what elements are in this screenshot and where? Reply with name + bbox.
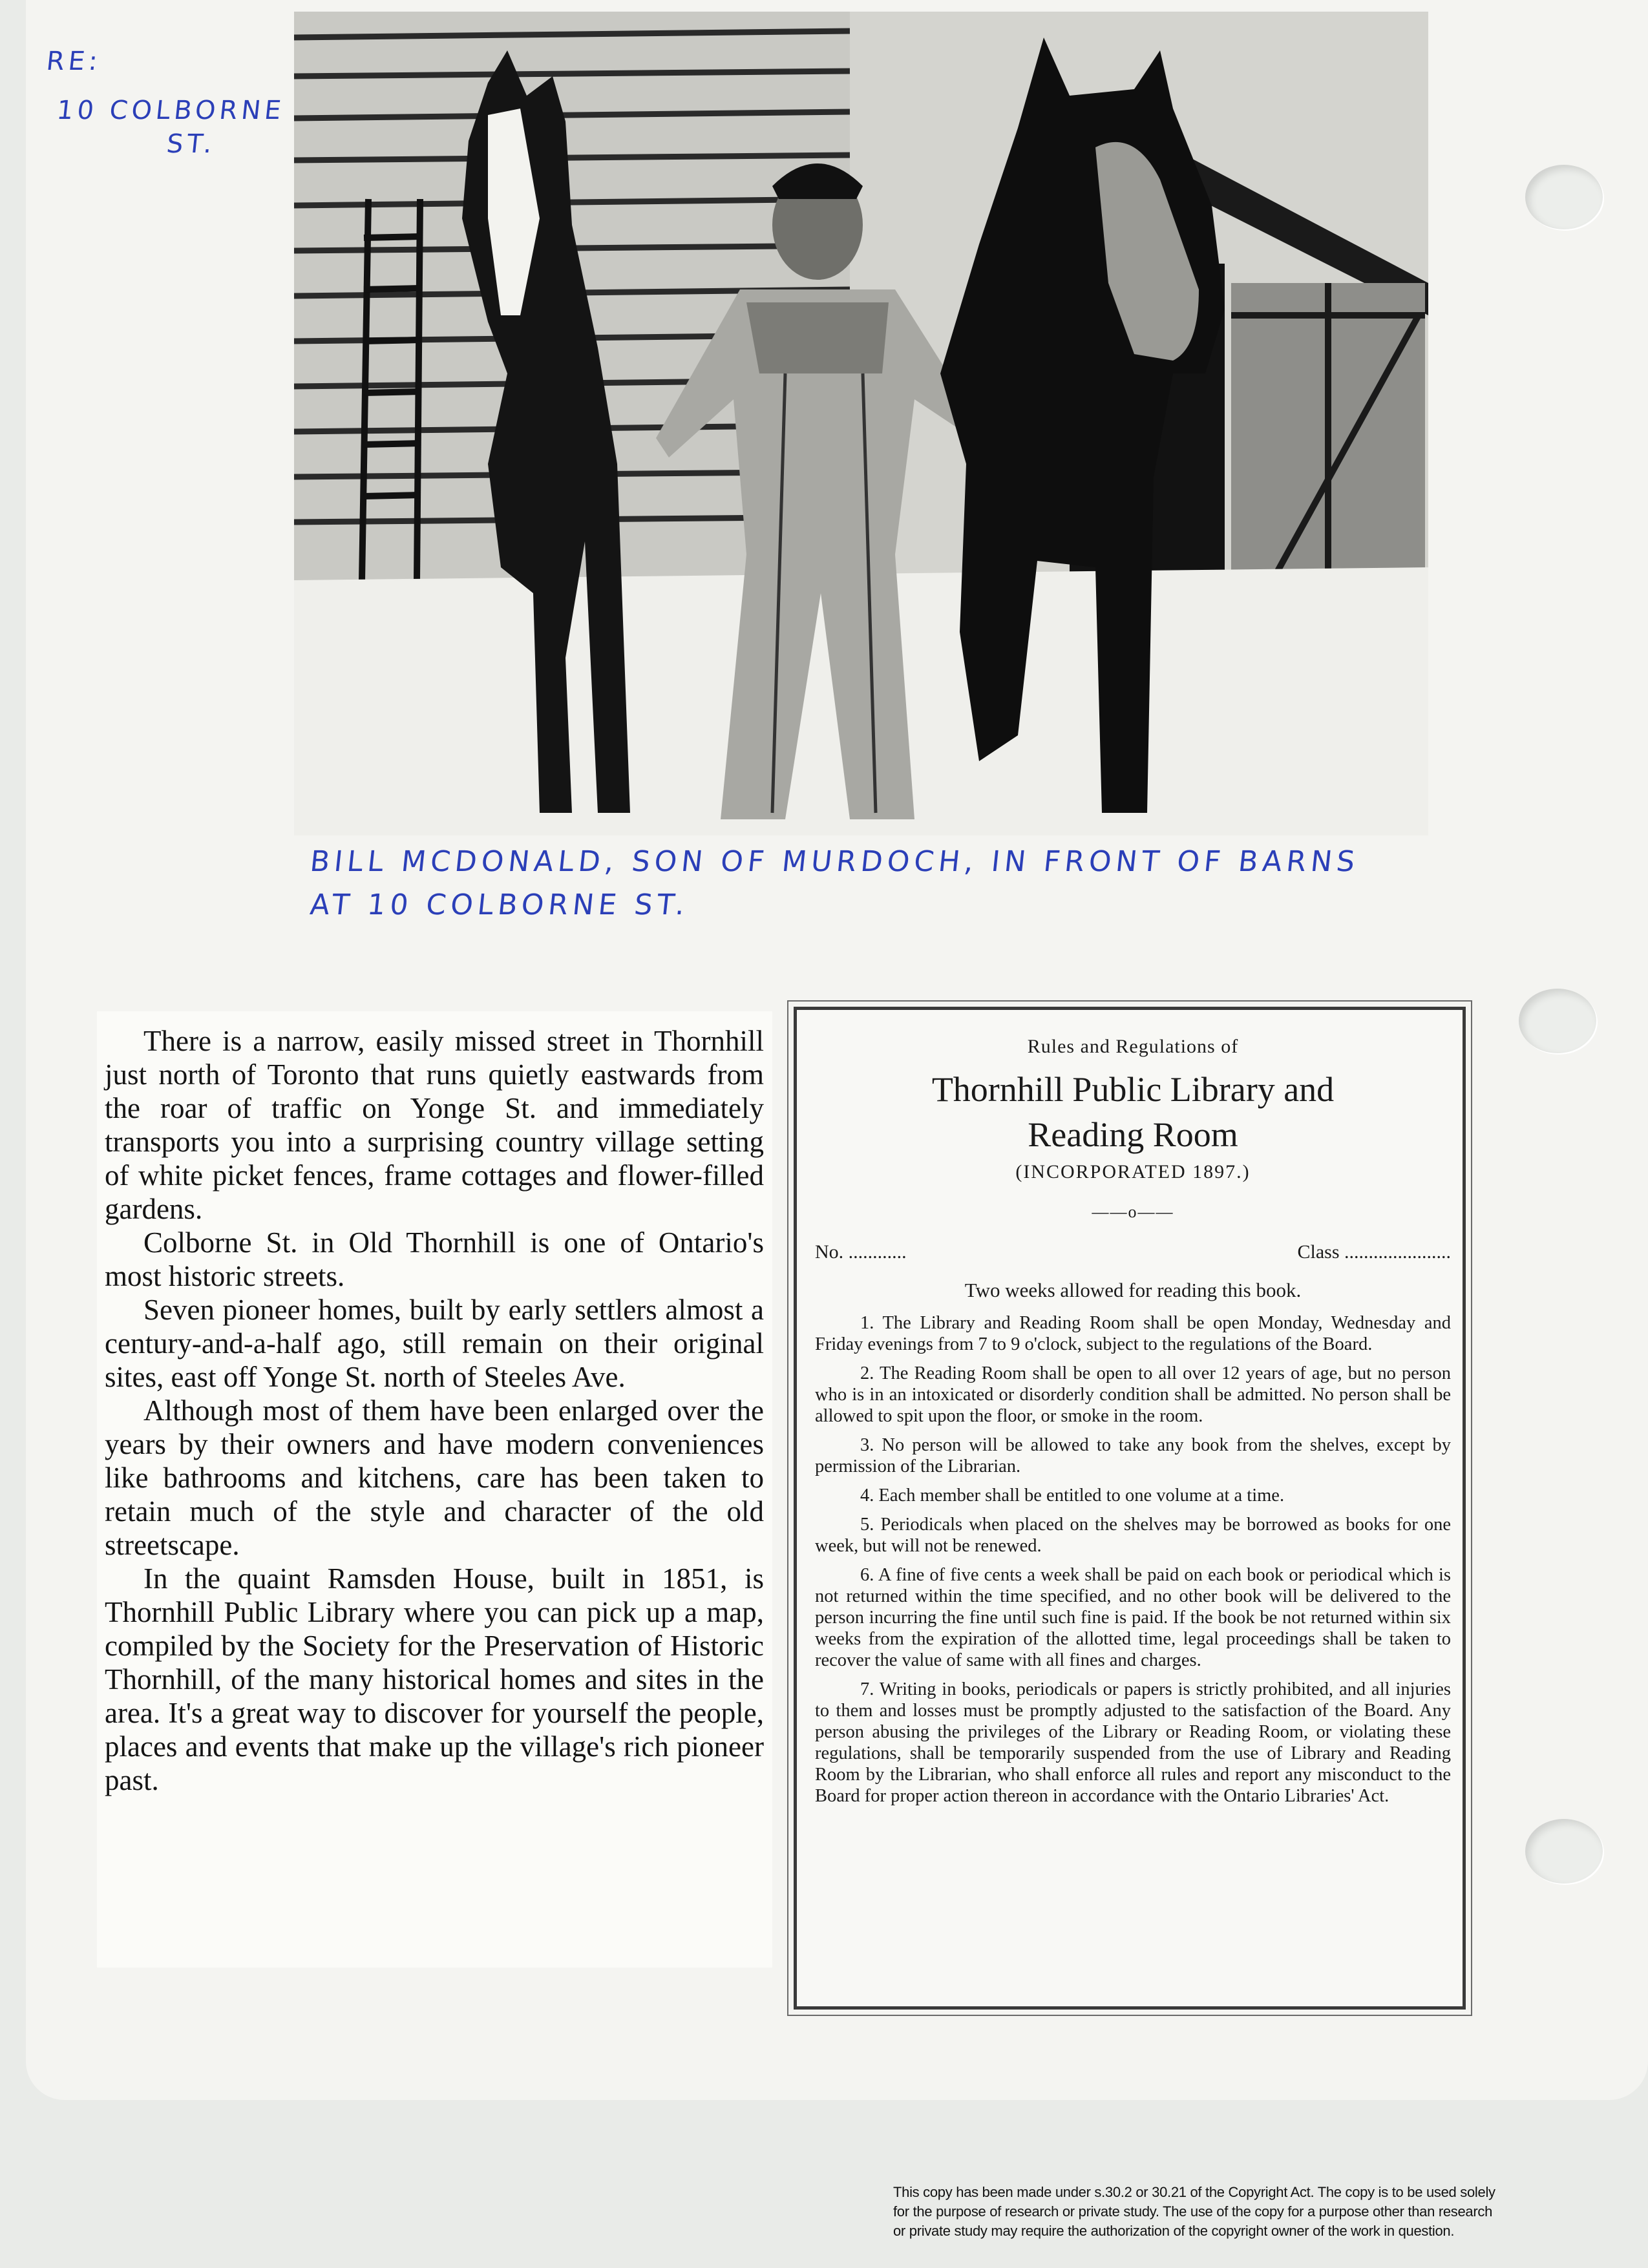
clipping-paragraph: There is a narrow, easily missed street in Thornhill just north of Toronto that runs quietly eastwards from the roar of traffic on Yonge St. and immediately transports you into a surprising country village setting of white picket fences, frame cottages and flower-filled gardens. bbox=[105, 1025, 764, 1225]
handwritten-note-address: 10 COLBORNE bbox=[55, 96, 286, 125]
clipping-paragraph: Seven pioneer homes, built by early settlers almost a century-and-a-half ago, still remain on their original sites, east off Yonge St. north of Steeles Ave. bbox=[105, 1294, 764, 1393]
historic-photograph bbox=[294, 12, 1428, 835]
clipping-paragraph: Although most of them have been enlarged over the years by their owners and have modern conveniences like bathrooms and kitchens, care has been taken to retain much of the style and character of the old streetscape. bbox=[105, 1394, 764, 1561]
handwritten-note-street: ST. bbox=[165, 129, 218, 159]
card-rule: 2. The Reading Room shall be open to all over 12 years of age, but no person who is in an intoxicated or disorderly condition shall be admitted. No person shall be allowed to spit upon the floor, or smoke in the room. bbox=[815, 1363, 1451, 1426]
card-title-line1: Thornhill Public Library and bbox=[931, 1070, 1335, 1109]
card-loan-period: Two weeks allowed for reading this book. bbox=[964, 1279, 1302, 1301]
card-rule: 3. No person will be allowed to take any book from the shelves, except by permission of the Librarian. bbox=[815, 1435, 1451, 1476]
photo-caption-line2: AT 10 COLBORNE ST. bbox=[308, 888, 691, 921]
clipping-paragraph: In the quaint Ramsden House, built in 1851, is Thornhill Public Library where you can pick up a map, compiled by the Society for the Preservation of Historic Thornhill, of the many historical homes and sites in the area. It's a great way to discover for yourself the people, places and events that make up the village's rich pioneer past. bbox=[105, 1562, 764, 1796]
copyright-notice bbox=[893, 2183, 1630, 2241]
clipping-paragraph: Colborne St. in Old Thornhill is one of Ontario's most historic streets. bbox=[105, 1226, 764, 1292]
card-number-field: No. ............ bbox=[815, 1241, 907, 1263]
card-rule: 7. Writing in books, periodicals or papers is strictly prohibited, and all injuries to them and losses must be promptly adjusted to the satisfaction of the Board. Any person abusing the privileges of the Library or Reading Room, or violating these regulations, shall be temporarily suspended from the use of Library and Reading Room by the Librarian, who shall enforce all rules and report any misconduct to the Board for proper action thereon in accordance with the Ontario Libraries' Act. bbox=[815, 1679, 1451, 1806]
card-rule: 5. Periodicals when placed on the shelves may be borrowed as books for one week, but will not be renewed. bbox=[815, 1515, 1451, 1556]
card-ornament: ——o—— bbox=[1092, 1202, 1174, 1221]
card-incorporated: (INCORPORATED 1897.) bbox=[1015, 1161, 1251, 1182]
library-rules-card bbox=[794, 1007, 1466, 2010]
card-title-line2: Reading Room bbox=[1028, 1115, 1238, 1154]
card-rule: 1. The Library and Reading Room shall be open Monday, Wednesday and Friday evenings from 7 to 9 o'clock, subject to the regulations of the Board. bbox=[815, 1313, 1451, 1354]
binder-hole-top bbox=[1525, 165, 1603, 229]
card-title bbox=[815, 1067, 1451, 1157]
handwritten-note-re: RE: bbox=[45, 47, 103, 76]
binder-hole-middle bbox=[1519, 989, 1596, 1053]
photo-illustration bbox=[294, 12, 1428, 835]
card-rule: 4. Each member shall be entitled to one volume at a time. bbox=[860, 1486, 1285, 1506]
copyright-line1: This copy has been made under s.30.2 or 30.21 of the Copyright Act. The copy is to be used solely bbox=[893, 2184, 1495, 2200]
card-number-class-row bbox=[815, 1241, 1451, 1263]
copyright-line3: or private study may require the authorization of the copyright owner of the work in question. bbox=[893, 2223, 1455, 2239]
newspaper-clipping bbox=[97, 1011, 772, 1968]
card-pre-title: Rules and Regulations of bbox=[1027, 1036, 1239, 1057]
copyright-line2: for the purpose of research or private study. The use of the copy for a purpose other than research bbox=[893, 2203, 1493, 2220]
binder-hole-bottom bbox=[1525, 1819, 1603, 1884]
photo-caption-line1: BILL MCDONALD, SON OF MURDOCH, IN FRONT OF BARNS bbox=[308, 845, 1361, 878]
clipping-article bbox=[105, 1024, 764, 1797]
card-class-field: Class ...................... bbox=[1297, 1241, 1451, 1263]
card-rule: 6. A fine of five cents a week shall be paid on each book or periodical which is not returned within the time specified, and no other book will be delivered to the person incurring the fine until such fine is paid. If the book be not returned within six weeks from the expiration of the allotted time, legal proceedings shall be taken to recover the value of same with all fines and charges. bbox=[815, 1565, 1451, 1670]
